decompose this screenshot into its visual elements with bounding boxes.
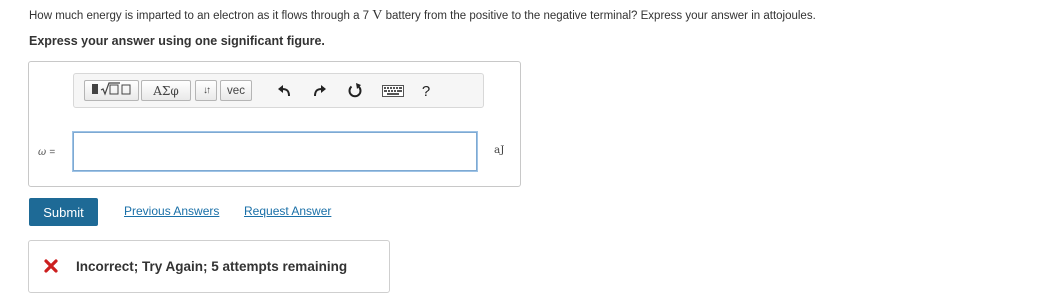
answer-box — [28, 61, 521, 187]
subscript-superscript-button[interactable] — [195, 80, 217, 101]
voltage-unit: V — [372, 8, 383, 23]
incorrect-x-icon — [44, 259, 58, 273]
vector-icon: vec — [227, 84, 245, 97]
feedback-box — [28, 240, 390, 293]
unit-label: aJ — [494, 144, 505, 156]
templates-button[interactable] — [84, 80, 139, 101]
reset-icon — [347, 83, 363, 99]
question-text — [29, 8, 816, 24]
templates-icon — [90, 81, 134, 100]
undo-icon — [277, 85, 291, 97]
vector-button[interactable] — [220, 80, 252, 101]
request-answer-link[interactable]: Request Answer — [244, 204, 332, 218]
greek-symbols-icon: ΑΣφ — [153, 83, 179, 98]
answer-input[interactable] — [73, 132, 477, 171]
reset-button[interactable] — [344, 81, 366, 101]
keyboard-button[interactable] — [379, 81, 407, 101]
greek-symbols-button[interactable] — [141, 80, 191, 101]
undo-button[interactable] — [273, 81, 295, 101]
subscript-superscript-icon: ↓↑ — [203, 85, 209, 96]
equals-sign: = — [49, 147, 56, 158]
redo-button[interactable] — [309, 81, 331, 101]
variable-symbol: ω — [38, 147, 47, 158]
math-toolbar — [73, 73, 484, 108]
submit-button[interactable]: Submit — [29, 198, 98, 226]
instruction-text: Express your answer using one significant figure. — [29, 34, 325, 48]
help-icon: ? — [421, 82, 431, 100]
answer-variable-label — [38, 147, 55, 158]
question-text-end: battery from the positive to the negative terminal? Express your answer in attojoules. — [382, 10, 816, 22]
help-button[interactable] — [415, 81, 437, 101]
feedback-text: Incorrect; Try Again; 5 attempts remaining — [76, 259, 348, 274]
keyboard-icon — [382, 85, 404, 97]
redo-icon — [313, 85, 327, 97]
question-text-start: How much energy is imparted to an electron as it flows through a 7 — [29, 10, 373, 22]
previous-answers-link[interactable]: Previous Answers — [124, 204, 220, 218]
